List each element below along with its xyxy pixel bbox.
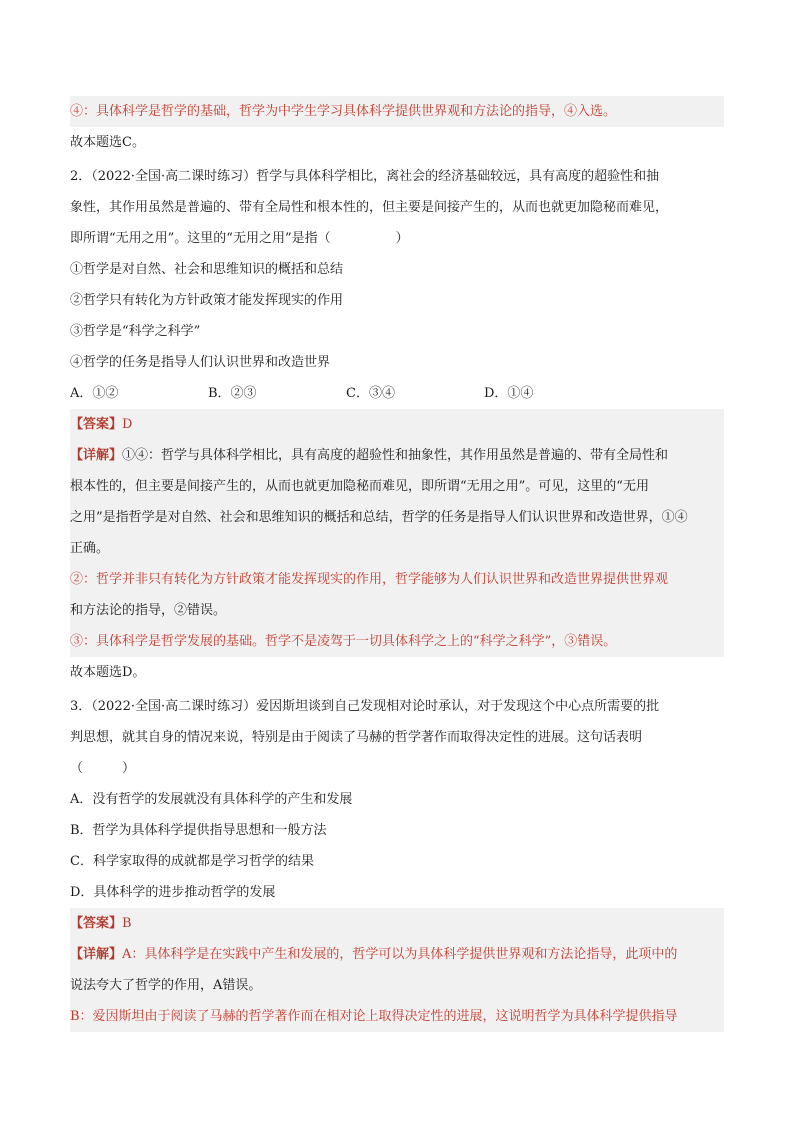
q3-answer-value: B <box>122 916 132 931</box>
q3-detail-line1 <box>70 939 724 970</box>
q2-detail-text1: ①④：哲学与具体科学相比，具有高度的超验性和抽象性，其作用虽然是普遍的、带有全局性和 <box>122 448 669 463</box>
q2-detail-line2: 根本性的，但主要是间接产生的，从而也就更加隐秘而难见，即所谓“无用之用”。可见，这里的“无用 <box>70 471 724 502</box>
q2-statement-1: ①哲学是对自然、社会和思维知识的概括和总结 <box>70 262 344 277</box>
q2-stem-line3: 即所谓“无用之用”。这里的“无用之用”是指（ ） <box>70 231 409 246</box>
q3-option-d: D．具体科学的进步推动哲学的发展 <box>70 885 276 900</box>
q2-statement-3: ③哲学是“科学之科学” <box>70 324 201 339</box>
q2-detail-line3: 之用”是指哲学是对自然、社会和思维知识的概括和总结，哲学的任务是指导人们认识世界和改造世界，①④ <box>70 502 724 533</box>
q3-answer-label: 【答案】 <box>70 916 123 931</box>
q2-option-a: A．①② <box>70 386 119 401</box>
q3-option-b: B．哲学为具体科学提供指导思想和一般方法 <box>70 823 327 838</box>
q2-stem-line2: 象性，其作用虽然是普遍的、带有全局性和根本性的，但主要是间接产生的，从而也就更加隐秘而难见， <box>70 200 669 215</box>
q2-point3: ③：具体科学是哲学发展的基础。哲学不是凌驾于一切具体科学之上的“科学之科学”，③错误。 <box>70 626 724 657</box>
q2-statement-2: ②哲学只有转化为方针政策才能发挥现实的作用 <box>70 293 344 308</box>
q2-answer-value: D <box>122 417 133 432</box>
q2-option-d: D．①④ <box>484 386 534 401</box>
q3-stem-line2: 判思想，就其自身的情况来说，特别是由于阅读了马赫的哲学著作而取得决定性的进展。这句话表明 <box>70 730 643 745</box>
q3-detail-label: 【详解】 <box>70 947 123 962</box>
q2-point2-line2: 和方法论的指导，②错误。 <box>70 595 724 626</box>
q2-point2-line1: ②：哲学并非只有转化为方针政策才能发挥现实的作用，哲学能够为人们认识世界和改造世界提供世界观 <box>70 564 724 595</box>
q3-detail-line3: B：爱因斯坦由于阅读了马赫的哲学著作而在相对论上取得决定性的进展，这说明哲学为具体科学提供指导 <box>70 1001 724 1032</box>
q2-conclusion: 故本题选D。 <box>70 665 146 680</box>
q3-stem-line3: （ ） <box>70 761 136 776</box>
q2-statement-4: ④哲学的任务是指导人们认识世界和改造世界 <box>70 355 331 370</box>
q3-stem-line1: 3．（2022·全国·高二课时练习）爱因斯坦谈到自己发现相对论时承认，对于发现这个中心点所需要的批 <box>70 699 660 714</box>
q2-detail-line1 <box>70 440 724 471</box>
q3-option-c: C．科学家取得的成就都是学习哲学的结果 <box>70 854 314 869</box>
q3-option-a: A．没有哲学的发展就没有具体科学的产生和发展 <box>70 792 353 807</box>
q3-detail-text1: A：具体科学是在实践中产生和发展的，哲学可以为具体科学提供世界观和方法论指导，此项中的 <box>122 947 678 962</box>
q2-options <box>70 378 724 409</box>
prev-conclusion: 故本题选C。 <box>70 135 145 150</box>
q2-answer <box>70 409 724 440</box>
q2-option-c: C．③④ <box>346 386 395 401</box>
q2-option-b: B．②③ <box>208 386 257 401</box>
q3-detail-line2: 说法夸大了哲学的作用，A错误。 <box>70 970 724 1001</box>
q2-answer-label: 【答案】 <box>70 417 123 432</box>
q2-stem-line1: 2．（2022·全国·高二课时练习）哲学与具体科学相比，离社会的经济基础较远，具有高度的超验性和抽 <box>70 169 660 184</box>
q3-answer <box>70 908 724 939</box>
q2-detail-line4: 正确。 <box>70 533 724 564</box>
prev-detail-point4: ④：具体科学是哲学的基础，哲学为中学生学习具体科学提供世界观和方法论的指导，④入选。 <box>70 96 724 127</box>
q2-detail-label: 【详解】 <box>70 448 123 463</box>
